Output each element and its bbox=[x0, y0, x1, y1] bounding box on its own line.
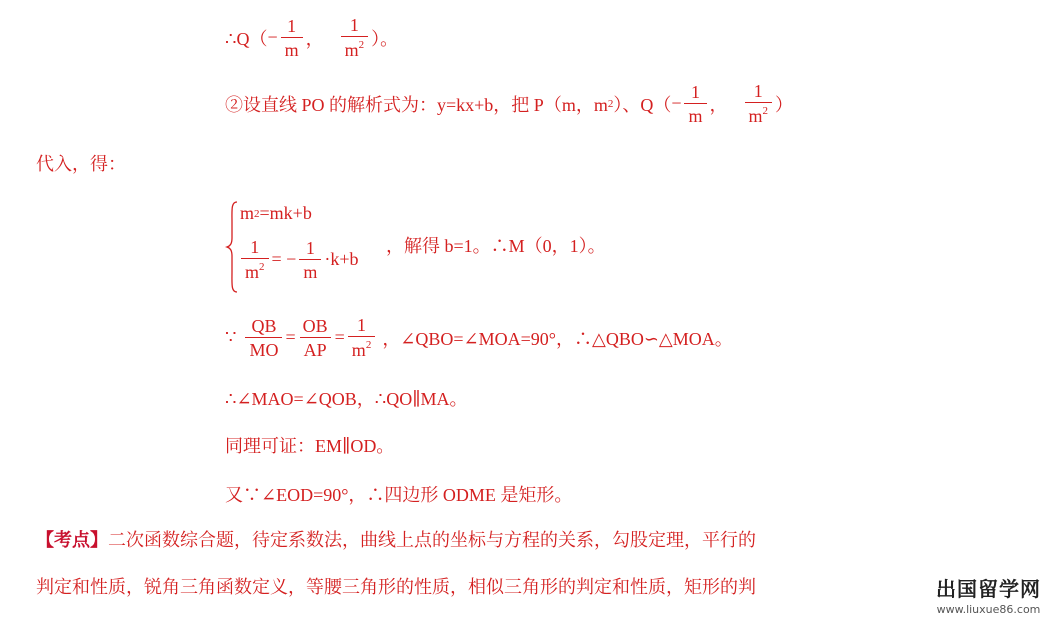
equation-intro-text: ②设直线 PO 的解析式为：y=kx+b，把 P（m，m bbox=[225, 94, 608, 115]
closing-text: ） bbox=[775, 94, 794, 115]
system-result: ，解得 b=1。∴M（0，1）。 bbox=[386, 236, 606, 256]
line-q-coordinates bbox=[225, 16, 398, 59]
fraction-1-over-m: $\frac{1}{m}$ bbox=[299, 239, 321, 281]
fraction-1-over-m: $\frac{1}{m}$ bbox=[684, 83, 706, 125]
system-brace-icon bbox=[225, 200, 239, 294]
line-set-linear-equation bbox=[225, 82, 793, 125]
equation-intro-text-2: ）、Q（ bbox=[613, 94, 672, 115]
line-rectangle-conclusion: 又∵∠EOD=90°，∴四边形 ODME 是矩形。 bbox=[225, 485, 573, 505]
line-key-points: 【考点】 二次函数综合题，待定系数法，曲线上点的坐标与方程的关系，勾股定理，平行的 bbox=[36, 526, 756, 552]
fraction-ob-over-ap: $\frac{OB}{AP}$ bbox=[299, 317, 332, 359]
fraction-numerator: 1 bbox=[287, 15, 297, 36]
fraction-denominator: $m^2$ bbox=[341, 36, 369, 59]
line-key-points-continued: 判定和性质，锐角三角函数定义，等腰三角形的性质，相似三角形的判定和性质，矩形的判 bbox=[36, 577, 756, 597]
fraction-1-over-m bbox=[281, 17, 303, 59]
system-equation-2: $\frac{1}{m^2}$ = − $\frac{1}{m}$ ·k+b bbox=[238, 238, 359, 281]
line-parallel-qo-ma: ∴∠MAO=∠QOB，∴QO∥MA。 bbox=[225, 389, 468, 409]
fraction-denominator: m bbox=[281, 37, 303, 59]
therefore-q-text: ∴Q（ bbox=[225, 28, 268, 49]
comma-text: ， bbox=[305, 28, 324, 49]
line-similar-triangles: ∵ $\frac{QB}{MO}$ = $\frac{OB}{AP}$ = $\frac{1}{m^2}$ ，∠QBO=∠MOA=90°，∴△QBO∽△MOA。 bbox=[225, 315, 733, 360]
fraction-1-over-m-squared: $\frac{1}{m^2}$ bbox=[241, 238, 269, 281]
fraction-1-over-m-squared bbox=[341, 16, 369, 59]
line-parallel-em-od: 同理可证：EM∥OD。 bbox=[225, 436, 395, 456]
line-substitute: 代入，得： bbox=[36, 154, 126, 174]
key-points-tag: 【考点】 bbox=[36, 530, 108, 550]
minus-sign: − bbox=[267, 27, 278, 47]
fraction-1-over-m-squared: $\frac{1}{m^2}$ bbox=[348, 316, 376, 359]
site-watermark bbox=[936, 573, 1041, 616]
minus-sign: − bbox=[671, 93, 682, 113]
fraction-1-over-m-squared: $\frac{1}{m^2}$ bbox=[745, 82, 773, 125]
fraction-qb-over-mo: $\frac{QB}{MO}$ bbox=[245, 317, 282, 359]
system-equation-1: m 2 =mk+b bbox=[240, 203, 312, 223]
comma-text: ， bbox=[709, 94, 728, 115]
fraction-numerator: 1 bbox=[349, 15, 359, 35]
exponent: 2 bbox=[607, 97, 614, 110]
watermark-url: www.liuxue86.com bbox=[936, 603, 1041, 616]
watermark-title: 出国留学网 bbox=[936, 577, 1041, 601]
closing-text: ）。 bbox=[371, 28, 399, 49]
